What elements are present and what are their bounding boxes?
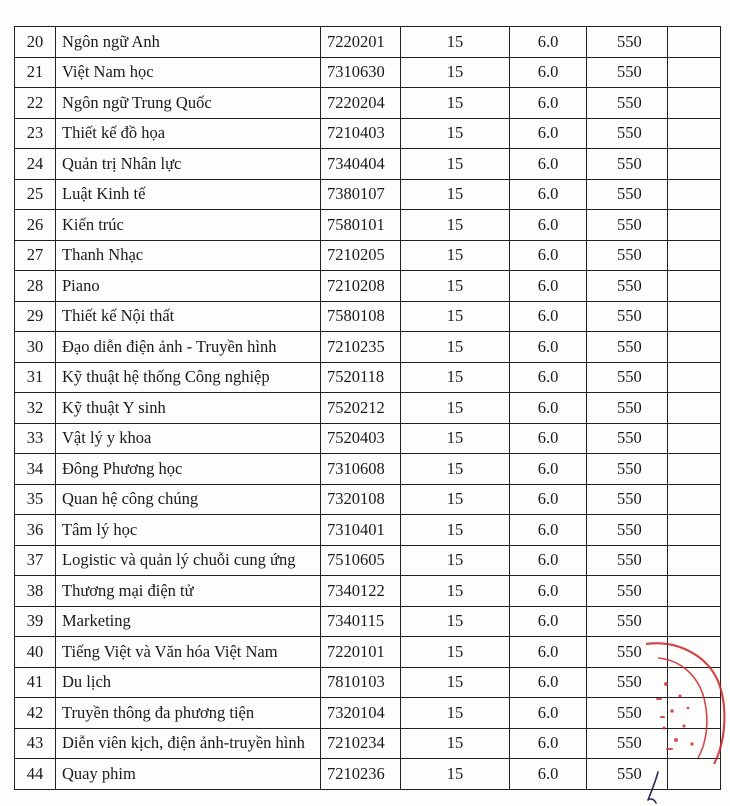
ielts-score: 6.0 — [510, 179, 587, 210]
table-row — [15, 637, 721, 668]
program-name: Truyền thông đa phương tiện — [56, 698, 321, 729]
credit-value: 15 — [401, 545, 510, 576]
program-table — [14, 26, 721, 790]
program-code: 7220101 — [321, 637, 401, 668]
ielts-score: 6.0 — [510, 57, 587, 88]
table-row — [15, 271, 721, 302]
row-number: 41 — [15, 667, 56, 698]
program-name: Quay phim — [56, 759, 321, 790]
ielts-score: 6.0 — [510, 271, 587, 302]
credit-value: 15 — [401, 759, 510, 790]
toefl-score: 550 — [587, 759, 668, 790]
table-row — [15, 576, 721, 607]
program-name: Kỹ thuật hệ thống Công nghiệp — [56, 362, 321, 393]
credit-value: 15 — [401, 210, 510, 241]
program-name: Đạo diễn điện ảnh - Truyền hình — [56, 332, 321, 363]
ielts-score: 6.0 — [510, 210, 587, 241]
table-row — [15, 149, 721, 180]
row-number: 20 — [15, 27, 56, 58]
credit-value: 15 — [401, 240, 510, 271]
note-cell — [668, 149, 721, 180]
note-cell — [668, 576, 721, 607]
credit-value: 15 — [401, 332, 510, 363]
note-cell — [668, 667, 721, 698]
program-name: Kiến trúc — [56, 210, 321, 241]
toefl-score: 550 — [587, 545, 668, 576]
program-name: Luật Kinh tế — [56, 179, 321, 210]
note-cell — [668, 728, 721, 759]
toefl-score: 550 — [587, 210, 668, 241]
ielts-score: 6.0 — [510, 728, 587, 759]
note-cell — [668, 637, 721, 668]
row-number: 37 — [15, 545, 56, 576]
program-code: 7320108 — [321, 484, 401, 515]
program-name: Thiết kế đồ họa — [56, 118, 321, 149]
credit-value: 15 — [401, 88, 510, 119]
toefl-score: 550 — [587, 667, 668, 698]
ielts-score: 6.0 — [510, 301, 587, 332]
ielts-score: 6.0 — [510, 454, 587, 485]
table-row — [15, 301, 721, 332]
program-name: Logistic và quản lý chuỗi cung ứng — [56, 545, 321, 576]
ielts-score: 6.0 — [510, 698, 587, 729]
table-row — [15, 118, 721, 149]
row-number: 28 — [15, 271, 56, 302]
program-name: Đông Phương học — [56, 454, 321, 485]
program-name: Tiếng Việt và Văn hóa Việt Nam — [56, 637, 321, 668]
credit-value: 15 — [401, 118, 510, 149]
ielts-score: 6.0 — [510, 667, 587, 698]
row-number: 27 — [15, 240, 56, 271]
row-number: 43 — [15, 728, 56, 759]
row-number: 21 — [15, 57, 56, 88]
toefl-score: 550 — [587, 301, 668, 332]
row-number: 24 — [15, 149, 56, 180]
ielts-score: 6.0 — [510, 118, 587, 149]
row-number: 31 — [15, 362, 56, 393]
program-code: 7810103 — [321, 667, 401, 698]
ielts-score: 6.0 — [510, 393, 587, 424]
note-cell — [668, 240, 721, 271]
note-cell — [668, 118, 721, 149]
toefl-score: 550 — [587, 728, 668, 759]
credit-value: 15 — [401, 637, 510, 668]
note-cell — [668, 27, 721, 58]
note-cell — [668, 88, 721, 119]
table-row — [15, 332, 721, 363]
note-cell — [668, 423, 721, 454]
program-code: 7520403 — [321, 423, 401, 454]
table-row — [15, 667, 721, 698]
table-row — [15, 393, 721, 424]
row-number: 26 — [15, 210, 56, 241]
toefl-score: 550 — [587, 179, 668, 210]
toefl-score: 550 — [587, 454, 668, 485]
ielts-score: 6.0 — [510, 240, 587, 271]
credit-value: 15 — [401, 698, 510, 729]
table-row — [15, 27, 721, 58]
toefl-score: 550 — [587, 57, 668, 88]
row-number: 30 — [15, 332, 56, 363]
toefl-score: 550 — [587, 362, 668, 393]
program-name: Marketing — [56, 606, 321, 637]
credit-value: 15 — [401, 576, 510, 607]
row-number: 25 — [15, 179, 56, 210]
credit-value: 15 — [401, 454, 510, 485]
note-cell — [668, 545, 721, 576]
table-row — [15, 240, 721, 271]
credit-value: 15 — [401, 362, 510, 393]
program-name: Tâm lý học — [56, 515, 321, 546]
program-name: Thanh Nhạc — [56, 240, 321, 271]
credit-value: 15 — [401, 484, 510, 515]
toefl-score: 550 — [587, 332, 668, 363]
program-code: 7510605 — [321, 545, 401, 576]
ielts-score: 6.0 — [510, 484, 587, 515]
table-row — [15, 210, 721, 241]
toefl-score: 550 — [587, 698, 668, 729]
program-code: 7220204 — [321, 88, 401, 119]
program-code: 7580101 — [321, 210, 401, 241]
table-row — [15, 728, 721, 759]
toefl-score: 550 — [587, 118, 668, 149]
program-code: 7310630 — [321, 57, 401, 88]
note-cell — [668, 179, 721, 210]
row-number: 39 — [15, 606, 56, 637]
note-cell — [668, 332, 721, 363]
credit-value: 15 — [401, 606, 510, 637]
table-body — [15, 27, 721, 790]
credit-value: 15 — [401, 728, 510, 759]
program-name: Việt Nam học — [56, 57, 321, 88]
program-name: Thương mại điện tử — [56, 576, 321, 607]
credit-value: 15 — [401, 271, 510, 302]
program-code: 7210235 — [321, 332, 401, 363]
program-name: Piano — [56, 271, 321, 302]
toefl-score: 550 — [587, 637, 668, 668]
note-cell — [668, 393, 721, 424]
toefl-score: 550 — [587, 240, 668, 271]
toefl-score: 550 — [587, 576, 668, 607]
credit-value: 15 — [401, 179, 510, 210]
row-number: 22 — [15, 88, 56, 119]
program-code: 7210403 — [321, 118, 401, 149]
credit-value: 15 — [401, 515, 510, 546]
program-name: Thiết kế Nội thất — [56, 301, 321, 332]
table-row — [15, 698, 721, 729]
program-name: Quản trị Nhân lực — [56, 149, 321, 180]
row-number: 29 — [15, 301, 56, 332]
program-code: 7210234 — [321, 728, 401, 759]
toefl-score: 550 — [587, 271, 668, 302]
row-number: 44 — [15, 759, 56, 790]
program-code: 7520118 — [321, 362, 401, 393]
toefl-score: 550 — [587, 515, 668, 546]
note-cell — [668, 57, 721, 88]
program-code: 7210205 — [321, 240, 401, 271]
program-code: 7210236 — [321, 759, 401, 790]
note-cell — [668, 515, 721, 546]
toefl-score: 550 — [587, 27, 668, 58]
note-cell — [668, 759, 721, 790]
ielts-score: 6.0 — [510, 545, 587, 576]
ielts-score: 6.0 — [510, 423, 587, 454]
row-number: 32 — [15, 393, 56, 424]
table-row — [15, 362, 721, 393]
program-name: Ngôn ngữ Anh — [56, 27, 321, 58]
program-code: 7340404 — [321, 149, 401, 180]
row-number: 38 — [15, 576, 56, 607]
toefl-score: 550 — [587, 393, 668, 424]
program-name: Kỹ thuật Y sinh — [56, 393, 321, 424]
row-number: 36 — [15, 515, 56, 546]
table-row — [15, 606, 721, 637]
program-name: Du lịch — [56, 667, 321, 698]
toefl-score: 550 — [587, 149, 668, 180]
program-code: 7580108 — [321, 301, 401, 332]
ielts-score: 6.0 — [510, 515, 587, 546]
note-cell — [668, 698, 721, 729]
ielts-score: 6.0 — [510, 362, 587, 393]
toefl-score: 550 — [587, 88, 668, 119]
credit-value: 15 — [401, 393, 510, 424]
row-number: 35 — [15, 484, 56, 515]
program-code: 7310401 — [321, 515, 401, 546]
table-row — [15, 759, 721, 790]
program-code: 7210208 — [321, 271, 401, 302]
table-row — [15, 179, 721, 210]
program-code: 7340115 — [321, 606, 401, 637]
table-row — [15, 423, 721, 454]
program-name: Diễn viên kịch, điện ảnh-truyền hình — [56, 728, 321, 759]
note-cell — [668, 606, 721, 637]
credit-value: 15 — [401, 301, 510, 332]
program-code: 7380107 — [321, 179, 401, 210]
ielts-score: 6.0 — [510, 332, 587, 363]
note-cell — [668, 271, 721, 302]
credit-value: 15 — [401, 667, 510, 698]
program-code: 7320104 — [321, 698, 401, 729]
credit-value: 15 — [401, 423, 510, 454]
program-code: 7310608 — [321, 454, 401, 485]
note-cell — [668, 210, 721, 241]
note-cell — [668, 484, 721, 515]
program-code: 7520212 — [321, 393, 401, 424]
credit-value: 15 — [401, 27, 510, 58]
row-number: 23 — [15, 118, 56, 149]
table-row — [15, 454, 721, 485]
row-number: 34 — [15, 454, 56, 485]
ielts-score: 6.0 — [510, 759, 587, 790]
program-name: Ngôn ngữ Trung Quốc — [56, 88, 321, 119]
ielts-score: 6.0 — [510, 149, 587, 180]
table-row — [15, 88, 721, 119]
toefl-score: 550 — [587, 423, 668, 454]
credit-value: 15 — [401, 149, 510, 180]
program-code: 7340122 — [321, 576, 401, 607]
ielts-score: 6.0 — [510, 88, 587, 119]
credit-value: 15 — [401, 57, 510, 88]
ielts-score: 6.0 — [510, 637, 587, 668]
table-row — [15, 484, 721, 515]
ielts-score: 6.0 — [510, 27, 587, 58]
row-number: 33 — [15, 423, 56, 454]
program-name: Vật lý y khoa — [56, 423, 321, 454]
program-code: 7220201 — [321, 27, 401, 58]
note-cell — [668, 301, 721, 332]
ielts-score: 6.0 — [510, 576, 587, 607]
ielts-score: 6.0 — [510, 606, 587, 637]
table-row — [15, 545, 721, 576]
toefl-score: 550 — [587, 484, 668, 515]
row-number: 40 — [15, 637, 56, 668]
table-row — [15, 57, 721, 88]
table-row — [15, 515, 721, 546]
note-cell — [668, 454, 721, 485]
note-cell — [668, 362, 721, 393]
toefl-score: 550 — [587, 606, 668, 637]
program-name: Quan hệ công chúng — [56, 484, 321, 515]
row-number: 42 — [15, 698, 56, 729]
